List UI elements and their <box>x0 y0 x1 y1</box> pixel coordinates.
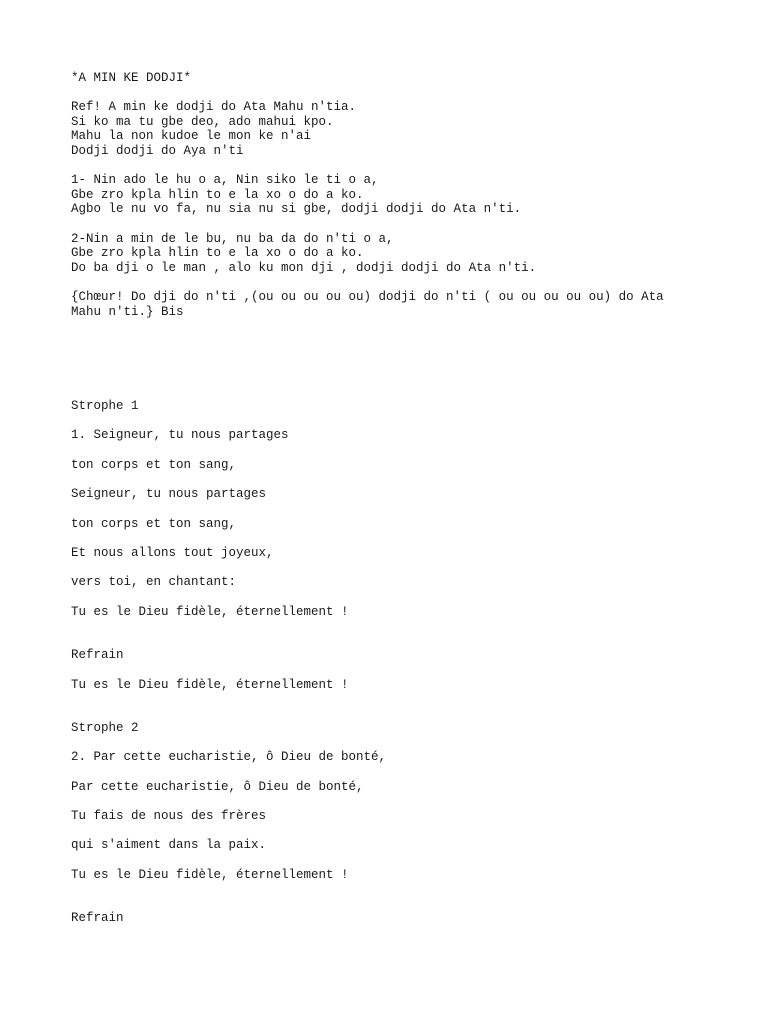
verse1-block <box>71 173 711 217</box>
refrain1-line: Tu es le Dieu fidèle, éternellement ! <box>71 677 349 692</box>
chorus-line: Mahu n'ti.} Bis <box>71 304 184 319</box>
strophe2-heading: Strophe 2 <box>71 720 139 735</box>
strophe1-line: Tu es le Dieu fidèle, éternellement ! <box>71 604 349 619</box>
refrain-line: Dodji dodji do Aya n'ti <box>71 143 244 158</box>
strophe1-line: ton corps et ton sang, <box>71 516 237 531</box>
refrain-block <box>71 100 711 158</box>
verse-line: Do ba dji o le man , alo ku mon dji , dodji dodji do Ata n'ti. <box>71 260 537 275</box>
verse-line: 1- Nin ado le hu o a, Nin siko le ti o a, <box>71 173 379 188</box>
refrain-line: Mahu la non kudoe le mon ke n'ai <box>71 129 312 144</box>
strophe1-line: vers toi, en chantant: <box>71 575 237 590</box>
refrain-line: Ref! A min ke dodji do Ata Mahu n'tia. <box>71 100 357 115</box>
refrain-line: Si ko ma tu gbe deo, ado mahui kpo. <box>71 114 334 129</box>
strophe2-line: Tu fais de nous des frères <box>71 808 267 823</box>
song-title: *A MIN KE DODJI* <box>71 71 192 85</box>
strophe1-heading: Strophe 1 <box>71 399 139 414</box>
strophe1-line: Et nous allons tout joyeux, <box>71 546 274 561</box>
verse2-block <box>71 232 711 276</box>
verse-line: Agbo le nu vo fa, nu sia nu si gbe, dodji dodji do Ata n'ti. <box>71 202 522 217</box>
refrain2-heading: Refrain <box>71 911 124 926</box>
song-title-block <box>71 71 711 86</box>
verse-line: Gbe zro kpla hlin to e la xo o do a ko. <box>71 246 364 261</box>
refrain1-heading: Refrain <box>71 648 124 663</box>
document-page <box>71 71 711 926</box>
chorus-line: {Chœur! Do dji do n'ti ,(ou ou ou ou ou) dodji do n'ti ( ou ou ou ou ou) do Ata <box>71 289 664 304</box>
strophe1-line: 1. Seigneur, tu nous partages <box>71 428 289 443</box>
verse-line: 2-Nin a min de le bu, nu ba da do n'ti o a, <box>71 231 394 246</box>
french-section <box>71 399 711 926</box>
strophe2-line: 2. Par cette eucharistie, ô Dieu de bonté, <box>71 750 387 765</box>
strophe1-line: Seigneur, tu nous partages <box>71 487 267 502</box>
strophe2-line: Par cette eucharistie, ô Dieu de bonté, <box>71 779 364 794</box>
verse-line: Gbe zro kpla hlin to e la xo o do a ko. <box>71 187 364 202</box>
chorus-block <box>71 290 711 319</box>
strophe2-line: Tu es le Dieu fidèle, éternellement ! <box>71 867 349 882</box>
strophe2-line: qui s'aiment dans la paix. <box>71 838 267 853</box>
strophe1-line: ton corps et ton sang, <box>71 457 237 472</box>
